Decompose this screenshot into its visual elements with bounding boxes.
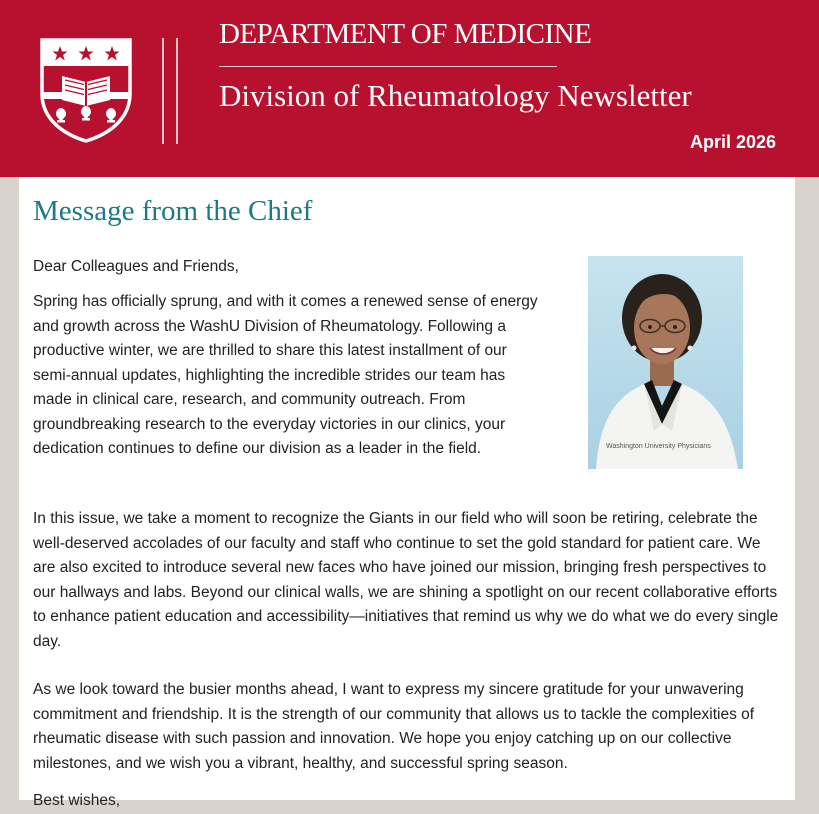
issue-date: April 2026	[689, 132, 776, 152]
university-shield-icon	[38, 36, 134, 144]
signoff: Best wishes,	[33, 792, 121, 809]
header-divider-line	[176, 38, 178, 144]
department-title: DEPARTMENT OF MEDICINE	[219, 18, 592, 50]
message-paragraph: In this issue, we take a moment to recognize the Giants in our field who will soon be retiring, celebrate the well-deserved accolades of our faculty and staff who continue to set the gold standard for patient care. We are also excited to introduce several new faces who have joined our mission, bringing fresh perspectives to our hallways and labs. Beyond our clinical walls, we are shining a spotlight on our recent collaborative efforts to enhance patient education and accessibility—initiatives that remind us why we do what we do every single day.	[33, 510, 779, 650]
section-title: Message from the Chief	[33, 195, 313, 227]
coat-embroidery: Washington University Physicians	[606, 443, 711, 450]
message-paragraph: Spring has officially sprung, and with it comes a renewed sense of energy and growth across the WashU Division of Rheumatology. Following a productive winter, we are thrilled to share this latest installment of our semi-annual updates, highlighting the incredible strides our team has made in clinical care, research, and community outreach. From groundbreaking research to the everyday victories in our clinics, your dedication continues to define our division as a leader in the field.	[33, 293, 538, 457]
chief-portrait-photo	[588, 256, 743, 469]
newsletter-title: Division of Rheumatology Newsletter	[219, 78, 692, 113]
message-paragraph: As we look toward the busier months ahead, I want to express my sincere gratitude for your unwavering commitment and friendship. It is the strength of our community that allows us to tackle the complexities of rheumatic disease with such passion and innovation. We hope you enjoy catching up on our collective milestones, and we wish you a vibrant, healthy, and successful spring season.	[33, 681, 755, 772]
newsletter-header	[0, 0, 819, 177]
newsletter-body	[19, 177, 795, 809]
header-divider-line	[162, 38, 164, 144]
greeting: Dear Colleagues and Friends,	[33, 258, 239, 275]
header-rule	[219, 66, 557, 67]
